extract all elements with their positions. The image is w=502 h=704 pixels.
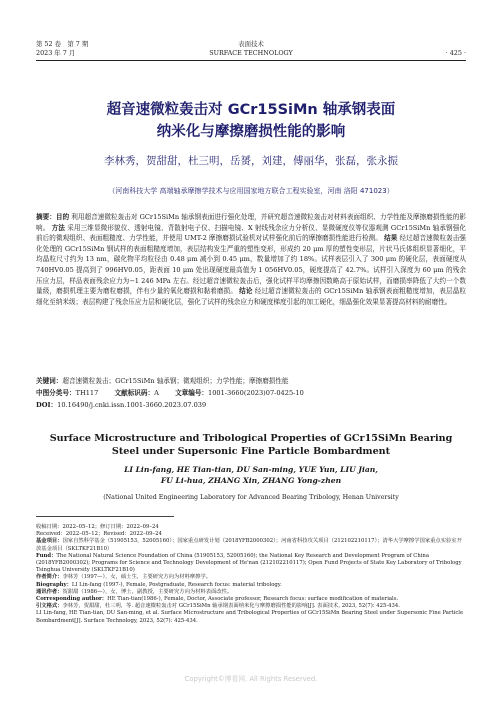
received-en: Received：2022–05–12；Revised：2022–09–24 (36, 531, 162, 538)
doi-line (36, 400, 466, 410)
result-label: 结果 (384, 234, 398, 243)
keywords-cn (36, 376, 466, 386)
volume-issue: 第 52 卷 第 7 期 (36, 40, 89, 48)
conclusion-label: 结论 (239, 287, 253, 296)
affiliation-cn: （河南科技大学 高端轴承摩擦学技术与应用国家地方联合工程实验室，河南 洛阳 471023） (108, 187, 394, 195)
page-number: · 425 · (445, 49, 466, 57)
objective-label: 目的 (55, 213, 70, 221)
abstract-cn (36, 212, 466, 307)
result-text: 经过超音速微粒轰击强化处理的 GCr15SiMn 钢试样的表面粗糙度增加，表层结构发生严重的塑性变形，形成约 20 μm 厚的塑性变形层，片状马氏体组织显著细化，平均晶粒尺寸约为 13 nm，碳化物平均粒径由 0.48 μm 减小到 0.45 μm，数量增加了约 18%。试样表层引入了 300 μm 的硬化层，表面硬度从 740HV0.05 提高到了 996HV0.05，距表面 10 μm 处出现硬度最高值为 1 056HV0.05，硬度提高了 42.7%。试样引入深度为 60 μm 的残余压应力层，样品表面残余应力为−1 246 MPa 左右。经过超音速微粒轰击后，强化试样平均摩擦因数略高于原始试样，而磨损率降低了大约一个数量级，磨损机理主要为磨粒磨损，伴有少量的氧化磨损和黏着磨损。 (36, 234, 466, 296)
copyright-watermark: Copyright©博看网. All Rights Reserved. (184, 675, 318, 683)
header-rule (36, 60, 466, 61)
received-cn: 收稿日期：2022–05–12；修订日期：2022–09–24 (36, 524, 159, 530)
title-cn-line1: 超音速微粒轰击对 GCr15SiMn 轴承钢表面 (106, 102, 396, 118)
clc-label: 中图分类号： (36, 389, 76, 397)
doi-label: DOI： (36, 401, 58, 409)
header-center (36, 40, 466, 58)
keywords-text: 超音速微粒轰击；GCr15SiMn 轴承钢；微观组织；力学性能；摩擦磨损性能 (62, 377, 289, 385)
title-cn-line2: 纳米化与摩擦磨损性能的影响 (156, 124, 346, 140)
fund-en: Fund：The National Natural Science Foundation of China (51905153, 52005160); the National Key Research and Development Program of China (2018YFB2000302); Programs for Science and Technology Development of He'nan (212102210117); Open Fund Projects of State Key Laboratory of Tribology Tsinghua University (SKLTKF21B10) (36, 552, 462, 574)
bio-en: Biography：LI Lin-fang (1997-), Female, Postgraduate, Research focus: material tribology. (36, 581, 282, 588)
footnote-rule (36, 516, 174, 517)
article-no-label: 文章编号： (175, 389, 209, 397)
fund-cn: 基金项目：国家自然科学基金（51905153，52005160）；国家重点研发计划（2018YFB2000302）；河南省科技攻关项目（212102210117）；清华大学摩擦学国家重点实验室开放基金项目（SKLTKF21B10） (36, 538, 462, 552)
keywords-label: 关键词： (36, 377, 63, 385)
corr-en: Corresponding author：HE Tian-tian(1986-), Female, Doctor, Associate professor, Research focus: surface modification of materials. (36, 596, 399, 603)
footnotes (36, 524, 466, 625)
journal-name-en: SURFACE TECHNOLOGY (209, 49, 293, 57)
authors-cn: 李林秀，贺甜甜，杜三明，岳赟，刘建，傅丽华，张磊，张永振 (104, 155, 398, 167)
authors-en-line2: FU Li-hua, ZHANG Xin, ZHANG Yong-zhen (160, 476, 342, 485)
cite-cn: 引文格式：李林芳，贺甜甜，杜三明，等. 超音速微粒轰击对 GCr15SiMn 轴承钢表面纳米化与摩擦磨损性能的影响[J]. 表面技术, 2023, 52(7): 425-434. (36, 603, 400, 610)
abstract-label: 摘要： (36, 213, 56, 221)
bio-cn: 作者简介：李林芳（1997—），女，硕士生，主要研究方向为材料摩擦学。 (36, 574, 212, 581)
clc-value: TH117 (75, 389, 99, 397)
method-label: 方法 (51, 223, 65, 232)
doi-value: 10.16490/j.cnki.issn.1001-3660.2023.07.039 (57, 401, 207, 409)
doc-code-label: 文献标识码： (114, 389, 155, 397)
corr-cn: 通讯作者：贺甜甜（1986—），女，博士，副教授，主要研究方向为材料表面改性。 (36, 588, 233, 595)
issue-date: 2023 年 7 月 (36, 49, 76, 57)
conclusion-text: 经过超音速微粒轰击的 GCr15SiMn 轴承钢表面粗糙度增加，表层晶粒细化至纳米级；表层构建了残余压应力层和硬化层，强化了试样的残余应力和硬度梯度引起的加工硬化，细晶强化效果显著提高材料的耐磨性。 (36, 287, 466, 306)
classification-line (36, 388, 466, 398)
journal-name-cn: 表面技术 (238, 40, 264, 48)
objective-text: 利用超音速微粒轰击对 GCr15SiMn 轴承钢表面进行强化处理，并研究超音速微粒轰击对材料表面组织、力学性能及摩擦磨损性能的影响。 (36, 213, 467, 232)
authors-en (0, 464, 502, 486)
cite-en: LI Lin-fang, HE Tian-tian, DU San-ming, et al. Surface Microstructure and Tribological Properties of GCr15SiMn Bearing Steel under Supersonic Fine Particle Bombardment[J]. Surface Technology, 2023, 52(7): 425-434. (36, 610, 464, 624)
affiliation-en: (National United Engineering Laboratory for Advanced Bearing Tribology, Henan University (103, 494, 399, 501)
doc-code-value: A (154, 389, 159, 397)
title-en: Surface Microstructure and Tribological Properties of GCr15SiMn Bearing Steel under Supersonic Fine Particle Bombardment (49, 433, 453, 457)
authors-en-line1: LI Lin-fang, HE Tian-tian, DU San-ming, YUE Yun, LIU Jian, (124, 465, 378, 474)
article-no-value: 1001-3660(2023)07-0425-10 (208, 389, 304, 397)
method-text: 采用三维显微形貌仪、透射电镜、背散射电子仪、扫描电镜、X 射线残余应力分析仪、显微硬度仪等仪器观测 GCr15SiMn 轴承钢强化前后的微观组织、表面粗糙度、力学性能，并使用 UMT-2 摩擦磨损试验机对试样强化前后的摩擦磨损性能进行检测。 (36, 223, 466, 243)
